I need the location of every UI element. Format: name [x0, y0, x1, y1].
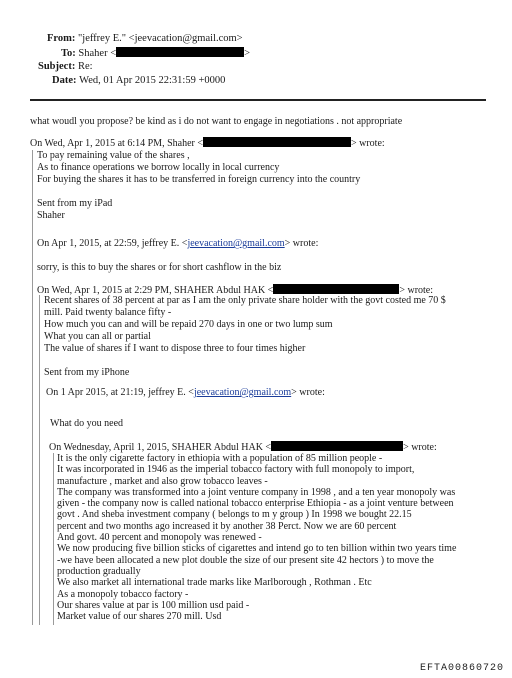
quote1-bar [32, 150, 33, 625]
redaction-box [203, 137, 351, 147]
quote5-line: We also market all international trade marks like Marlborough , Rothman . Etc [57, 577, 372, 589]
quote5-line: Our shares value at par is 100 million usd paid - [57, 599, 250, 611]
quote5-line: It is the only cigarette factory in ethiopia with a population of 85 million people - [57, 453, 383, 464]
quote5-line: given - the company now is called national tobacco enterprise Ethiopia - as a joint venture between [57, 498, 454, 510]
quote1-line [37, 186, 360, 198]
quote1-line: As to finance operations we borrow locally in local currency [37, 162, 280, 173]
quote3-line: The value of shares if I want to dispose three to four times higher [44, 343, 306, 354]
quote1-line: Sent from my iPad [37, 198, 113, 209]
quote4-intro: On 1 Apr 2015, at 21:19, jeffrey E. <jeevacation@gmail.com> wrote: [46, 387, 325, 398]
quote1-line: Shaher [37, 210, 65, 221]
quote3-line: What you can all or partial [44, 331, 151, 342]
quote5-line: govt . And sheba investment company ( belongs to m y group ) In 1998 we bought 22.15 [57, 509, 412, 521]
quote3-line [44, 355, 446, 367]
quote5-line: And govt. 40 percent and monopoly was renewed - [57, 532, 262, 544]
quote5-line: manufacture , market and also grow tobacco leaves - [57, 475, 268, 487]
quote3-line: How much you can and will be repaid 270 days in one or two lump sum [44, 319, 333, 330]
quote5-body [57, 453, 456, 622]
header-to [61, 47, 250, 59]
quote2-line: sorry, is this to buy the shares or for short cashflow in the biz [37, 262, 282, 273]
quote5-intro: On Wednesday, April 1, 2015, SHAHER Abdul HAK < > wrote: [49, 442, 437, 453]
header-divider [30, 99, 486, 101]
quote5-line: -we have been allocated a new plot double the size of our present site 42 hectors ) to move the [57, 554, 434, 566]
quote5-bar [53, 453, 54, 625]
quote3-intro: On Wed, Apr 1, 2015 at 2:29 PM, SHAHER Abdul HAK < > wrote: [37, 285, 434, 296]
quote3-bar [39, 295, 40, 625]
to-value-suffix: > [244, 48, 251, 59]
quote3-line: Sent from my iPhone [44, 367, 130, 378]
subject-label: Subject: [38, 61, 76, 72]
redaction-box [271, 441, 403, 451]
quote1-intro: On Wed, Apr 1, 2015 at 6:14 PM, Shaher < > wrote: [30, 138, 385, 149]
quote5-line: The company was transformed into a joint venture company in 1998 , and a ten year monopoly was [57, 486, 456, 498]
email-link[interactable]: jeevacation@gmail.com [193, 387, 292, 398]
quote5-line: It was incorporated in 1946 as the imperial tobacco factory with full monopoly to import, [57, 464, 415, 476]
quote5-line: As a monopoly tobacco factory - [57, 588, 189, 600]
quote5-line: Market value of our shares 270 mill. Usd [57, 611, 222, 623]
quote1-line: To pay remaining value of the shares , [37, 150, 190, 161]
date-label: Date: [52, 75, 77, 86]
quote5-line: production gradually [57, 565, 141, 577]
redaction-box [116, 47, 244, 57]
redaction-box [273, 284, 399, 294]
reply-line: what woudl you propose? be kind as i do not want to engage in negotiations . not appropriate [30, 116, 403, 127]
quote3-body [44, 295, 446, 379]
subject-value: Re: [77, 61, 93, 72]
to-label: To: [61, 48, 76, 59]
email-link[interactable]: jeevacation@gmail.com [187, 238, 285, 249]
date-value: Wed, 01 Apr 2015 22:31:59 +0000 [79, 75, 226, 86]
quote5-line: We now producing five billion sticks of cigarettes and intend go to ten billion within two years time [57, 543, 457, 555]
quote3-line: mill. Paid twenty balance fifty - [44, 307, 172, 318]
quote1-line: For buying the shares it has to be transferred in foreign currency into the country [37, 174, 361, 185]
document-id: EFTA00860720 [419, 663, 504, 674]
quote2-intro: On Apr 1, 2015, at 22:59, jeffrey E. <jeevacation@gmail.com> wrote: [37, 238, 319, 249]
from-label: From: [47, 33, 76, 44]
quote5-line: percent and two months ago increased it by another 38 Perct. Now we are 60 percent [57, 520, 397, 532]
quote3-line: Recent shares of 38 percent at par as I am the only private share holder with the govt costed me 70 $ [44, 295, 446, 306]
quote1-body [37, 150, 360, 222]
header-subject [38, 61, 93, 72]
quote4-line: What do you need [50, 418, 124, 429]
header-from [47, 33, 243, 44]
from-value: "jeffrey E." <jeevacation@gmail.com> [78, 33, 243, 44]
header-date [52, 75, 225, 86]
to-value-prefix: Shaher < [78, 48, 117, 59]
